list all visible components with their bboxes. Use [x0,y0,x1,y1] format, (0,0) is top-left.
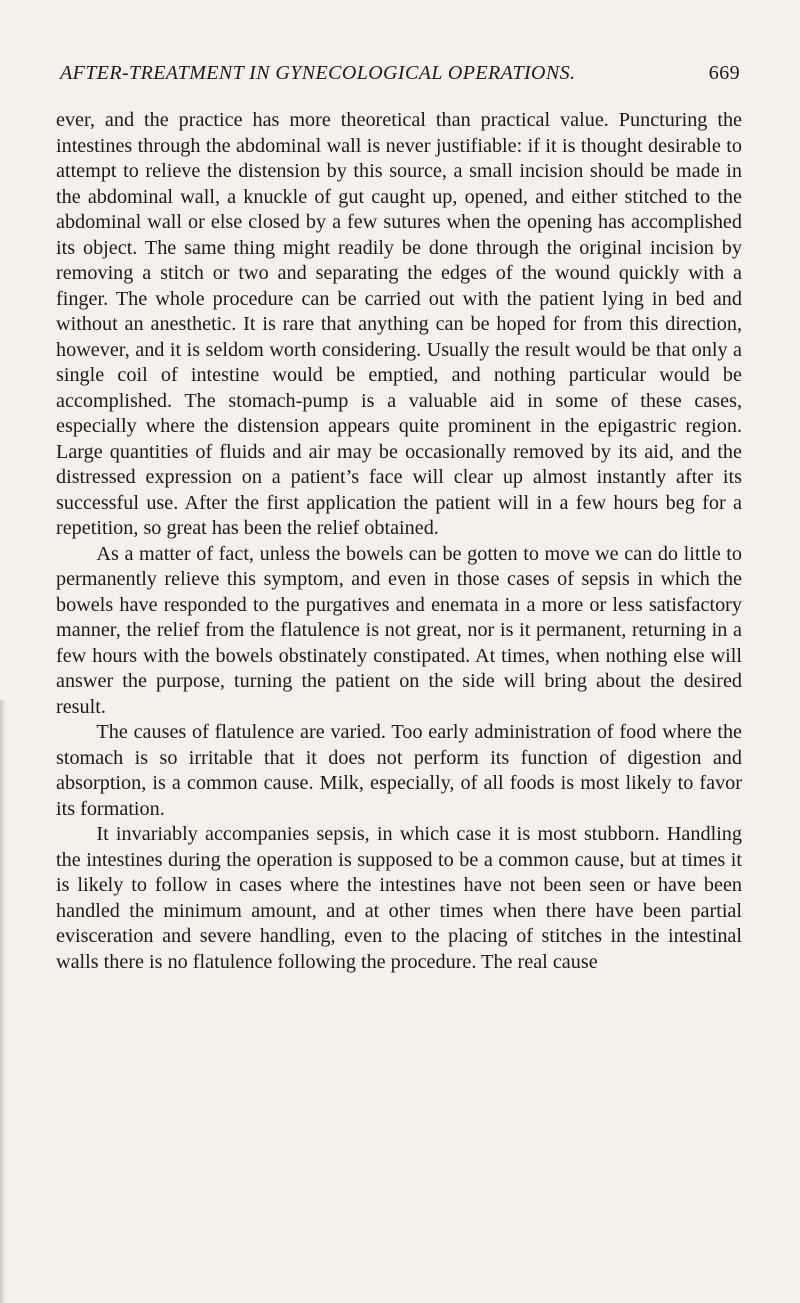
paragraph: The causes of flatulence are varied. Too early administration of food where the stomach is so irritable that it does not perform its function of digestion and absorption, is a common cause. Milk, especially, of all foods is most likely to favor its formation. [56,721,742,820]
page-number: 669 [708,62,740,84]
paragraph: It invariably accompanies sepsis, in which case it is most stubborn. Handling the intestines during the operation is supposed to be a common cause, but at times it is likely to follow in cases where the intestines have not been seen or have been handled the minimum amount, and at other times when there have been partial evisceration and severe handling, even to the placing of stitches in the intestinal walls there is no flatulence following the procedure. The real cause [56,823,742,973]
paragraph: As a matter of fact, unless the bowels can be gotten to move we can do little to permanently relieve this symptom, and even in those cases of sepsis in which the bowels have responded to the purgatives and enemata in a more or less satisfactory manner, the relief from the flatulence is not great, nor is it permanent, returning in a few hours with the bowels obstinately constipated. At times, when nothing else will answer the purpose, turning the patient on the side will bring about the desired result. [56,542,742,718]
running-title: AFTER-TREATMENT IN GYNECOLOGICAL OPERATIONS. [60,62,576,84]
body-text [56,108,742,975]
paragraph-continued: ever, and the practice has more theoretical than practical value. Puncturing the intestines through the abdominal wall is never justifiable: if it is thought desirable to attempt to relieve the distension by this source, a small incision should be made in the abdominal wall, a knuckle of gut caught up, opened, and either stitched to the abdominal wall or else closed by a few sutures when the opening has accomplished its object. The same thing might readily be done through the original incision by removing a stitch or two and separating the edges of the wound quickly with a finger. The whole procedure can be carried out with the patient lying in bed and without an anesthetic. It is rare that anything can be hoped for from this direction, however, and it is seldom worth considering. Usually the result would be that only a single coil of intestine would be emptied, and nothing particular would be accomplished. The stomach-pump is a valuable aid in some of these cases, especially where the distension appears quite prominent in the epigastric region. Large quantities of fluids and air may be occasionally removed by its aid, and the distressed expression on a patient’s face will clear up almost instantly after its successful use. After the first application the patient will in a few hours beg for a repetition, so great has been the relief obtained. [56,109,742,539]
page-edge-shadow [0,700,6,1303]
running-head [60,62,740,98]
